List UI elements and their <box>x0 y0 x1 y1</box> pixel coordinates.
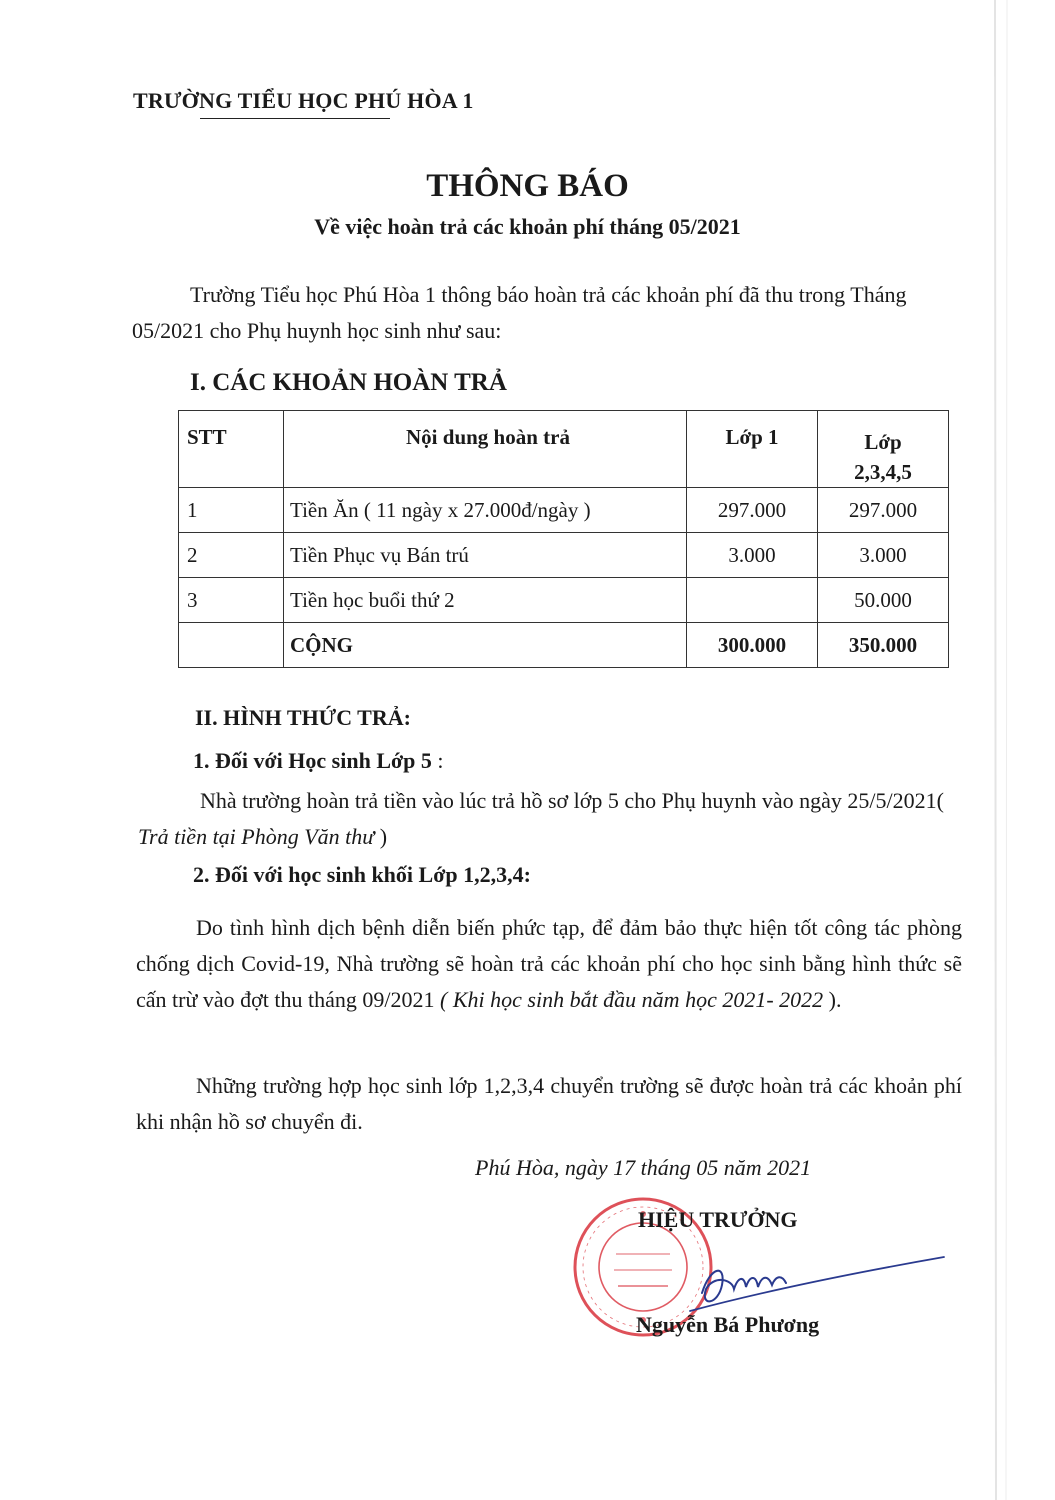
item2-heading-text: 2. Đối với học sinh khối Lớp 1,2,3,4 <box>193 862 524 887</box>
row-content: Tiền Phục vụ Bán trú <box>284 533 687 578</box>
row-class2345: 297.000 <box>818 488 949 533</box>
school-name-underline <box>200 118 390 119</box>
item1-paragraph <box>138 783 958 855</box>
row-stt: 1 <box>179 488 284 533</box>
table-header-row <box>179 411 949 488</box>
document-title: THÔNG BÁO <box>426 168 629 204</box>
place-date: Phú Hòa, ngày 17 tháng 05 năm 2021 <box>475 1155 812 1180</box>
school-name: TRƯỜNG TIỂU HỌC PHÚ HÒA 1 <box>133 88 474 113</box>
row-stt: 3 <box>179 578 284 623</box>
row-class1: 3.000 <box>687 533 818 578</box>
item1-heading-text: 1. Đối với Học sinh Lớp 5 <box>193 748 432 773</box>
row-stt: 2 <box>179 533 284 578</box>
item2-heading-suffix: : <box>523 862 531 887</box>
row-content: Tiền Ăn ( 11 ngày x 27.000đ/ngày ) <box>284 488 687 533</box>
item1-heading <box>193 748 444 774</box>
header-class1: Lớp 1 <box>687 411 818 488</box>
row-class1: 297.000 <box>687 488 818 533</box>
total-class2345: 350.000 <box>818 623 949 668</box>
transfer-note-text: Những trường hợp học sinh lớp 1,2,3,4 chuyển trường sẽ được hoàn trả các khoản phí khi nhận hồ sơ chuyển đi. <box>136 1073 962 1134</box>
header-class2345-line2: 2,3,4,5 <box>854 460 912 484</box>
header-class2345 <box>818 411 949 488</box>
row-class2345: 50.000 <box>818 578 949 623</box>
total-class1: 300.000 <box>687 623 818 668</box>
total-label: CỘNG <box>284 623 687 668</box>
header-stt: STT <box>179 411 284 488</box>
table-row <box>179 488 949 533</box>
refund-table <box>178 410 949 668</box>
table-row <box>179 578 949 623</box>
item2-text: Do tình hình dịch bệnh diễn biến phức tạp, để đảm bảo thực hiện tốt công tác phòng chống dịch Covid-19, Nhà trường sẽ hoàn trả các khoản phí cho học sinh bằng hình thức sẽ cấn trừ vào đợt thu tháng 09/2021 <box>136 915 962 1012</box>
item2-paragraph <box>136 910 962 1018</box>
principal-name: Nguyễn Bá Phương <box>636 1312 820 1337</box>
table-row <box>179 533 949 578</box>
total-stt-empty <box>179 623 284 668</box>
item2-heading <box>193 862 531 888</box>
section1-heading: I. CÁC KHOẢN HOÀN TRẢ <box>190 369 507 396</box>
row-content: Tiền học buổi thứ 2 <box>284 578 687 623</box>
intro-text: Trường Tiểu học Phú Hòa 1 thông báo hoàn trả các khoản phí đã thu trong Tháng 05/2021 cho Phụ huynh học sinh như sau: <box>132 282 907 343</box>
item1-heading-suffix: : <box>431 748 444 773</box>
row-class1 <box>687 578 818 623</box>
item1-text-end: ) <box>379 824 388 849</box>
intro-paragraph <box>132 277 952 349</box>
scan-edge-noise <box>985 0 1015 1500</box>
item2-italic-note: ( Khi học sinh bắt đầu năm học 2021- 2022 <box>440 987 824 1012</box>
item1-italic-note: Trả tiền tại Phòng Văn thư <box>138 824 380 849</box>
header-content: Nội dung hoàn trả <box>284 411 687 488</box>
table-total-row <box>179 623 949 668</box>
principal-title: HIỆU TRƯỞNG <box>638 1207 798 1232</box>
section2-heading: II. HÌNH THỨC TRẢ: <box>195 705 411 730</box>
transfer-note-paragraph <box>136 1068 962 1140</box>
header-class2345-line1: Lớp <box>864 430 902 454</box>
row-class2345: 3.000 <box>818 533 949 578</box>
item2-text-end: ). <box>823 987 842 1012</box>
item1-text: Nhà trường hoàn trả tiền vào lúc trả hồ sơ lớp 5 cho Phụ huynh vào ngày 25/5/2021( <box>200 788 944 813</box>
document-subtitle: Về việc hoàn trả các khoản phí tháng 05/2021 <box>314 214 741 239</box>
